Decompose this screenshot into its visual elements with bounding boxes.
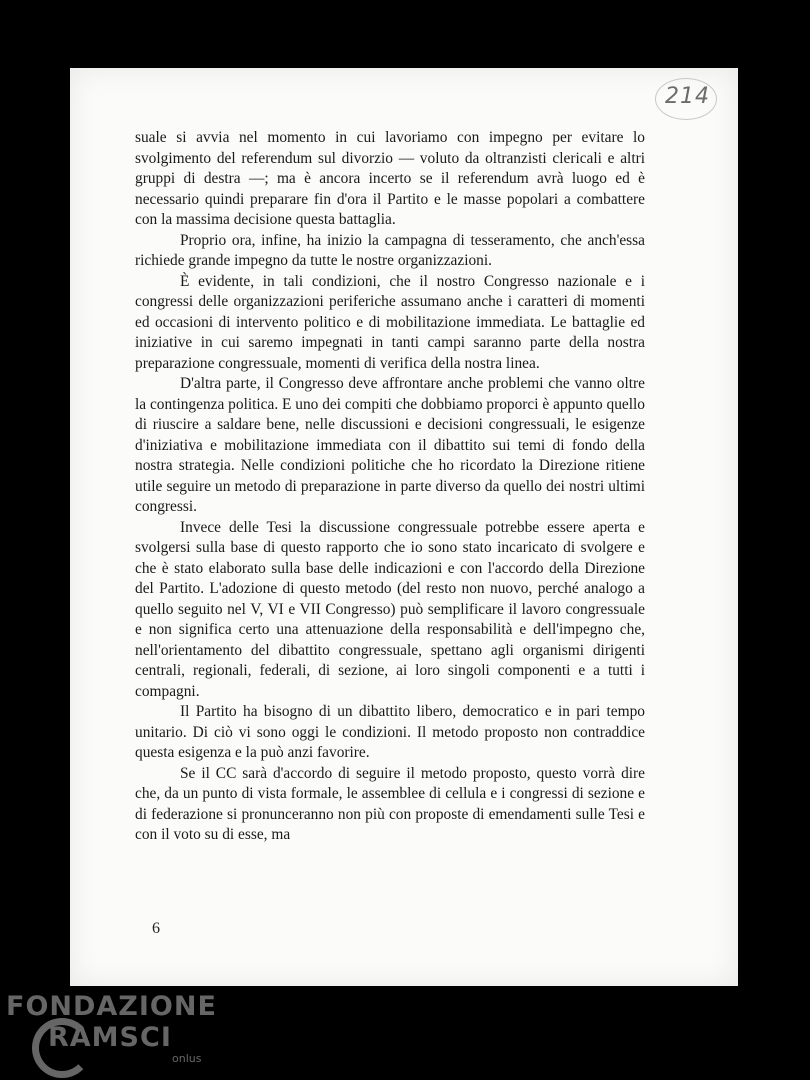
paragraph-2: Proprio ora, infine, ha inizio la campagna di tesseramento, che anch'essa richiede grande impegno da tutte le nostre organizzazioni. — [135, 231, 645, 269]
logo-subtitle: onlus — [172, 1052, 202, 1065]
paragraph-6: Il Partito ha bisogno di un dibattito libero, democratico e in pari tempo unitario. Di ciò vi sono oggi le condizioni. Il metodo proposto non contraddice questa esigenza e la può anzi favorire. — [135, 703, 645, 761]
logo-line-1: FONDAZIONE — [6, 991, 217, 1022]
paragraph-4: D'altra parte, il Congresso deve affrontare anche problemi che vanno oltre la contingenza politica. E uno dei compiti che dobbiamo proporci è appunto quello di riuscire a saldare bene, nelle discussioni e decisioni congressuali, le esigenze d'iniziativa e mobilitazione immediata con il dibattito sui temi di fondo della nostra strategia. Nelle condizioni politiche che ho ricordato la Direzione ritiene utile seguire un metodo di preparazione in parte diverso da quello dei nostri ultimi congressi. — [135, 375, 645, 515]
paragraph-1: suale si avvia nel momento in cui lavoriamo con impegno per evitare lo svolgimento del referendum sul divorzio — voluto da oltranzisti clericali e altri gruppi di destra —; ma è ancora incerto se il referendum avrà luogo ed è necessario quindi preparare fin d'ora il Partito e le masse popolari a combattere con la massima decisione questa battaglia. — [135, 129, 645, 228]
paragraph-5: Invece delle Tesi la discussione congressuale potrebbe essere aperta e svolgersi sulla base di questo rapporto che io sono stato incaricato di svolgere e che è stato elaborato sulla base delle indicazioni e con l'accordo della Direzione del Partito. L'adozione di questo metodo (del resto non nuovo, perché analogo a quello seguito nel V, VI e VII Congresso) può semplificare il lavoro congressuale e non significa certo una attenuazione della responsabilità e dell'impegno che, nell'orientamento del dibattito congressuale, spettano agli organismi dirigenti centrali, regionali, federali, di sezione, ai loro singoli componenti e a tutti i compagni. — [135, 518, 645, 700]
document-page — [70, 68, 738, 986]
body-text — [135, 128, 645, 846]
paragraph-3: È evidente, in tali condizioni, che il nostro Congresso nazionale e i congressi delle organizzazioni periferiche assumano anche i caratteri di momenti ed occasioni di intervento politico e di mobilitazione immediata. Le battaglie ed iniziative in cui saremo impegnati in tanti campi saranno parte della nostra preparazione congressuale, momenti di verifica della nostra linea. — [135, 272, 645, 372]
archive-number: 214 — [665, 84, 710, 109]
logo-line-2: RAMSCI — [48, 1022, 172, 1053]
fondazione-gramsci-logo — [6, 992, 236, 1072]
page-number: 6 — [152, 920, 160, 937]
paragraph-7: Se il CC sarà d'accordo di seguire il metodo proposto, questo vorrà dire che, da un punto di vista formale, le assemblee di cellula e i congressi di sezione e di federazione si pronunceranno non più con proposte di emendamenti sulle Tesi e con il voto su di esse, ma — [135, 764, 645, 843]
